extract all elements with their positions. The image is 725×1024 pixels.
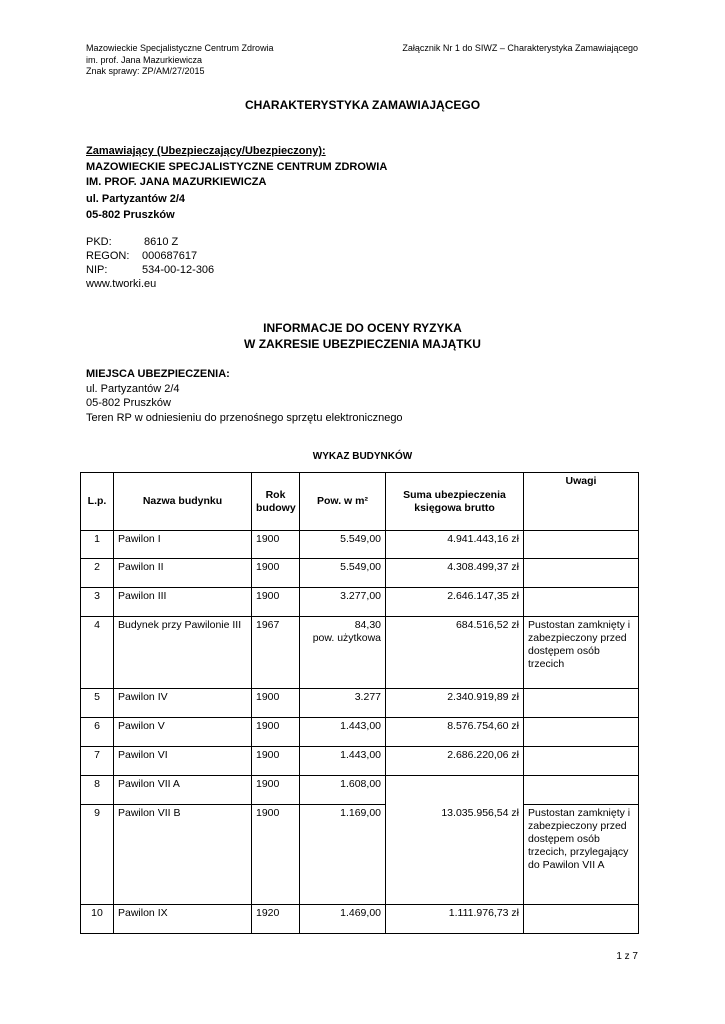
cell-area: 1.443,00	[300, 718, 386, 747]
cell-year: 1900	[252, 776, 300, 805]
cell-area-note: pow. użytkowa	[312, 632, 381, 644]
col-header-name: Nazwa budynku	[114, 473, 252, 531]
cell-sum: 4.308.499,37 zł	[386, 559, 524, 588]
cell-area: 1.169,00	[300, 805, 386, 905]
table-row	[81, 776, 639, 805]
cell-area: 1.469,00	[300, 905, 386, 934]
address-street: ul. Partyzantów 2/4	[86, 193, 186, 205]
location-line: Teren RP w odniesieniu do przenośnego sprzętu elektronicznego	[86, 411, 403, 424]
cell-name: Pawilon VII B	[114, 805, 252, 905]
cell-area: 5.549,00	[300, 531, 386, 559]
cell-year: 1900	[252, 689, 300, 718]
cell-area: 1.608,00	[300, 776, 386, 805]
cell-lp: 6	[81, 718, 114, 747]
cell-lp: 4	[81, 617, 114, 689]
code-row-nip	[86, 263, 214, 277]
ordering-party-block	[86, 144, 387, 191]
code-key: REGON:	[86, 250, 130, 262]
location-line: ul. Partyzantów 2/4	[86, 382, 180, 395]
ordering-party-address	[86, 192, 185, 223]
cell-name: Pawilon II	[114, 559, 252, 588]
cell-name: Pawilon V	[114, 718, 252, 747]
table-row	[81, 588, 639, 617]
col-header-lp: L.p.	[81, 473, 114, 531]
cell-notes: Pustostan zamknięty i zabezpieczony przed dostępem osób trzecich, przylegający do Pawilon VII A	[524, 805, 639, 905]
cell-year: 1900	[252, 805, 300, 905]
cell-sum	[386, 776, 524, 905]
website-link[interactable]: www.tworki.eu	[86, 278, 157, 290]
cell-year: 1900	[252, 718, 300, 747]
cell-notes	[524, 531, 639, 559]
cell-area-value: 84,30	[354, 619, 381, 631]
cell-sum: 4.941.443,16 zł	[386, 531, 524, 559]
col-header-sum-line2: księgowa brutto	[414, 501, 495, 514]
header-left	[86, 43, 274, 78]
buildings-table	[80, 472, 639, 934]
document-title: CHARAKTERYSTYKA ZAMAWIAJĄCEGO	[244, 98, 481, 112]
cell-sum: 2.686.220,06 zł	[386, 747, 524, 776]
col-header-sum-line1: Suma ubezpieczenia	[403, 488, 506, 501]
cell-sum-value: 13.035.956,54 zł	[441, 807, 519, 819]
cell-year: 1900	[252, 559, 300, 588]
cell-year: 1900	[252, 588, 300, 617]
ordering-party-patron: IM. PROF. JANA MAZURKIEWICZA	[86, 176, 267, 188]
buildings-list-title: WYKAZ BUDYNKÓW	[312, 451, 413, 462]
ordering-party-label: Zamawiający (Ubezpieczający/Ubezpieczony):	[86, 145, 326, 157]
cell-lp: 3	[81, 588, 114, 617]
cell-name: Budynek przy Pawilonie III	[114, 617, 252, 689]
ordering-party-name: MAZOWIECKIE SPECJALISTYCZNE CENTRUM ZDROWIA	[86, 160, 388, 173]
cell-notes	[524, 718, 639, 747]
cell-year: 1900	[252, 747, 300, 776]
cell-sum: 2.340.919,89 zł	[386, 689, 524, 718]
cell-sum: 8.576.754,60 zł	[386, 718, 524, 747]
cell-notes	[524, 559, 639, 588]
cell-name: Pawilon VI	[114, 747, 252, 776]
cell-sum: 684.516,52 zł	[386, 617, 524, 689]
cell-lp: 7	[81, 747, 114, 776]
table-row	[81, 559, 639, 588]
cell-lp: 8	[81, 776, 114, 805]
cell-lp: 2	[81, 559, 114, 588]
col-header-notes: Uwagi	[524, 473, 639, 531]
code-value: 534-00-12-306	[142, 264, 215, 276]
cell-lp: 9	[81, 805, 114, 905]
table-row	[81, 805, 639, 905]
table-row	[81, 689, 639, 718]
col-header-sum	[386, 473, 524, 531]
section-title-risk	[0, 320, 725, 352]
cell-name: Pawilon VII A	[114, 776, 252, 805]
cell-name: Pawilon I	[114, 531, 252, 559]
cell-notes	[524, 747, 639, 776]
table-row	[81, 905, 639, 934]
code-value: 000687617	[142, 250, 198, 262]
location-line: 05-802 Pruszków	[86, 397, 171, 409]
cell-sum: 2.646.147,35 zł	[386, 588, 524, 617]
cell-notes	[524, 689, 639, 718]
col-header-year-line2: budowy	[256, 501, 296, 514]
cell-area: 3.277	[300, 689, 386, 718]
code-value: 8610 Z	[144, 236, 179, 248]
cell-year: 1967	[252, 617, 300, 689]
address-city: 05-802 Pruszków	[86, 208, 175, 221]
cell-lp: 10	[81, 905, 114, 934]
table-row	[81, 718, 639, 747]
header-case-number: Znak sprawy: ZP/AM/27/2015	[86, 66, 205, 76]
cell-lp: 5	[81, 689, 114, 718]
cell-year: 1920	[252, 905, 300, 934]
cell-name: Pawilon IV	[114, 689, 252, 718]
header-institution: Mazowieckie Specjalistyczne Centrum Zdrowia	[86, 43, 274, 53]
cell-notes	[524, 776, 639, 805]
cell-name: Pawilon III	[114, 588, 252, 617]
section-title-line2: W ZAKRESIE UBEZPIECZENIA MAJĄTKU	[244, 337, 481, 351]
code-row-regon	[86, 249, 214, 263]
cell-area: 1.443,00	[300, 747, 386, 776]
code-key: NIP:	[86, 264, 108, 276]
cell-lp: 1	[81, 531, 114, 559]
cell-area: 5.549,00	[300, 559, 386, 588]
insurance-locations	[86, 367, 403, 425]
page-number: 1 z 7	[616, 951, 638, 962]
table-row	[81, 531, 639, 559]
cell-sum: 1.111.976,73 zł	[386, 905, 524, 934]
cell-name: Pawilon IX	[114, 905, 252, 934]
cell-area: 3.277,00	[300, 588, 386, 617]
col-header-year-line1: Rok	[265, 488, 286, 501]
insurance-locations-heading: MIEJSCA UBEZPIECZENIA:	[86, 368, 230, 380]
col-header-year	[252, 473, 300, 531]
section-title-line1: INFORMACJE DO OCENY RYZYKA	[263, 321, 462, 335]
code-key: PKD:	[86, 236, 112, 248]
cell-notes: Pustostan zamknięty i zabezpieczony przed dostępem osób trzecich	[524, 617, 639, 689]
cell-area	[300, 617, 386, 689]
col-header-area: Pow. w m²	[300, 473, 386, 531]
header-attachment: Załącznik Nr 1 do SIWZ – Charakterystyka Zamawiającego	[402, 43, 638, 53]
cell-notes	[524, 588, 639, 617]
cell-notes	[524, 905, 639, 934]
registry-codes	[86, 235, 214, 291]
table-row	[81, 617, 639, 689]
table-row	[81, 747, 639, 776]
header-patron: im. prof. Jana Mazurkiewicza	[86, 54, 203, 65]
cell-year: 1900	[252, 531, 300, 559]
code-row-pkd	[86, 235, 214, 249]
table-header-row	[81, 473, 639, 531]
cell-sum-spacer	[390, 778, 519, 807]
